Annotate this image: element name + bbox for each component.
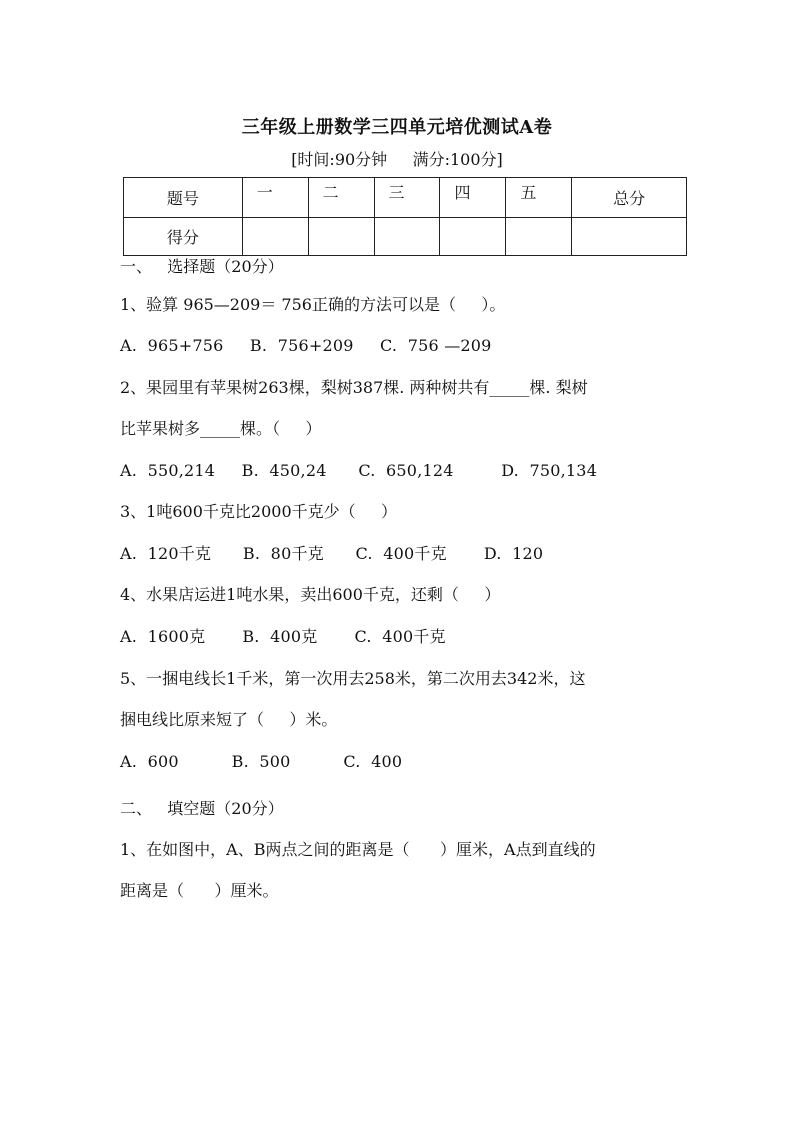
score-cell-3	[374, 218, 440, 256]
question-1: 1、验算 965—209＝ 756正确的方法可以是（ ）。	[120, 295, 506, 314]
score-cell-2	[308, 218, 374, 256]
question-4: 4、水果店运进1吨水果，卖出600千克，还剩（ ）	[120, 585, 501, 604]
score-table	[123, 177, 687, 256]
exam-info: [时间:90分钟 满分:100分]	[291, 150, 503, 169]
section-header-4: 四	[440, 178, 506, 218]
question-5-options: A. 600 B. 500 C. 400	[120, 752, 403, 771]
section1-heading: 一、 选择题（20分）	[120, 257, 284, 276]
question-5-line1: 5、一捆电线长1千米，第一次用去258米，第二次用去342米，这	[120, 669, 586, 688]
score-label: 得分	[124, 218, 243, 256]
score-table-score-row	[124, 218, 687, 256]
fill-question-1-line1: 1、在如图中，A、B两点之间的距离是（ ）厘米，A点到直线的	[120, 840, 596, 859]
question-2-options: A. 550,214 B. 450,24 C. 650,124 D. 750,134	[120, 461, 598, 480]
score-table-header-row	[124, 178, 687, 218]
score-cell-5	[506, 218, 572, 256]
question-2-line2: 比苹果树多_____棵。（ ）	[120, 419, 322, 438]
section-header-1: 一	[242, 178, 308, 218]
section-header-3: 三	[374, 178, 440, 218]
question-3: 3、1吨600千克比2000千克少（ ）	[120, 502, 398, 521]
total-score-label: 总分	[572, 178, 687, 218]
score-cell-4	[440, 218, 506, 256]
score-cell-total	[572, 218, 687, 256]
question-1-options: A. 965+756 B. 756+209 C. 756 —209	[120, 336, 492, 355]
question-5-line2: 捆电线比原来短了（ ）米。	[120, 710, 338, 729]
question-3-options: A. 120千克 B. 80千克 C. 400千克 D. 120	[120, 544, 544, 563]
score-cell-1	[242, 218, 308, 256]
page-title: 三年级上册数学三四单元培优测试A卷	[241, 117, 553, 138]
section-header-5: 五	[506, 178, 572, 218]
question-4-options: A. 1600克 B. 400克 C. 400千克	[120, 627, 446, 646]
question-number-label: 题号	[124, 178, 243, 218]
section2-heading: 二、 填空题（20分）	[120, 799, 284, 818]
section-header-2: 二	[308, 178, 374, 218]
question-2-line1: 2、果园里有苹果树263棵，梨树387棵. 两种树共有_____棵. 梨树	[120, 378, 588, 397]
fill-question-1-line2: 距离是（ ）厘米。	[120, 881, 279, 900]
